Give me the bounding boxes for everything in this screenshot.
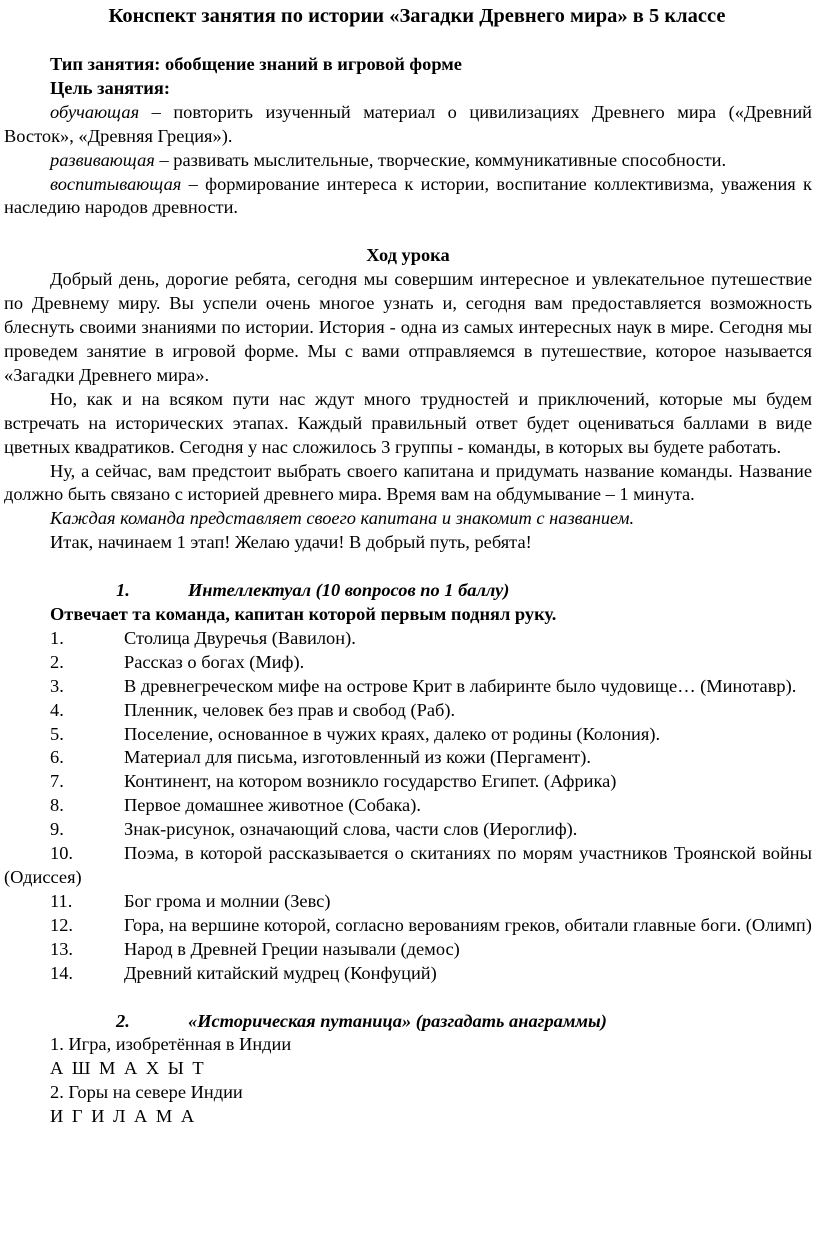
document-title: Конспект занятия по истории «Загадки Древнего мира» в 5 классе	[108, 5, 726, 27]
question-item	[4, 651, 812, 675]
question-item	[4, 627, 812, 651]
question-item	[4, 914, 812, 938]
question-number: 11.	[50, 890, 73, 911]
question-number: 2.	[50, 651, 64, 672]
anagram-letters: И Г И Л А М А	[50, 1106, 197, 1127]
question-number: 5.	[50, 723, 64, 744]
goal-text: – развивать мыслительные, творческие, коммуникативные способности.	[154, 149, 727, 170]
question-text: Первое домашнее животное (Собака).	[124, 795, 421, 816]
question-text: Бог грома и молнии (Зевс)	[124, 890, 331, 911]
question-number: 14.	[50, 962, 73, 983]
question-item	[4, 938, 812, 962]
section-title: «Историческая путаница» (разгадать анаграммы)	[188, 1010, 607, 1031]
anagram-list	[4, 1033, 812, 1129]
question-number: 13.	[50, 938, 73, 959]
question-item	[4, 962, 812, 986]
question-number: 9.	[50, 819, 64, 840]
question-item	[4, 842, 812, 890]
goal-text: – формирование интереса к истории, воспитание коллективизма, уважения к наследию народов древности.	[4, 173, 812, 218]
goal-label: воспитывающая	[50, 173, 182, 194]
question-item	[4, 794, 812, 818]
question-number: 6.	[50, 747, 64, 768]
question-number: 10.	[50, 843, 73, 864]
question-item	[4, 675, 812, 699]
goal-item	[4, 173, 812, 221]
question-item	[4, 818, 812, 842]
section-title: Интеллектуал (10 вопросов по 1 баллу)	[188, 580, 510, 601]
intro-paragraph: Но, как и на всяком пути нас ждут много трудностей и приключений, которые мы будем встречать на исторических этапах. Каждый правильный ответ будет оцениваться баллами в виде цветных квадратиков. Сегодня у нас сложилось 3 группы - команды, в которых вы будете работать.	[4, 388, 812, 457]
question-text: В древнегреческом мифе на острове Крит в лабиринте было чудовище… (Минотавр).	[124, 675, 797, 696]
question-text: Столица Двуречья (Вавилон).	[124, 627, 356, 648]
goal-item	[4, 149, 812, 173]
section-1-heading	[4, 579, 812, 603]
question-text: Пленник, человек без прав и свобод (Раб).	[124, 699, 456, 720]
intro-paragraph: Ну, а сейчас, вам предстоит выбрать своего капитана и придумать название команды. Название должно быть связано с историей древнего мира. Время вам на обдумывание – 1 минута.	[4, 460, 812, 505]
italic-note: Каждая команда представляет своего капитана и знакомит с названием.	[50, 508, 635, 529]
question-number: 7.	[50, 771, 64, 792]
anagram-letters: А Ш М А Х Ы Т	[50, 1058, 206, 1079]
question-text: Народ в Древней Греции называли (демос)	[124, 938, 460, 959]
question-item	[4, 746, 812, 770]
document-body	[4, 53, 812, 1129]
question-number: 8.	[50, 795, 64, 816]
section-number: 2.	[116, 1010, 130, 1031]
question-text: Гора, на вершине которой, согласно верованиям греков, обитали главные боги. (Олимп)	[124, 914, 812, 935]
section-1-rule: Отвечает та команда, капитан которой первым поднял руку.	[50, 604, 557, 625]
question-item	[4, 770, 812, 794]
question-number: 4.	[50, 699, 64, 720]
question-item	[4, 890, 812, 914]
intro-paragraph: Добрый день, дорогие ребята, сегодня мы совершим интересное и увлекательное путешествие по Древнему миру. Вы успели очень многое узнать и, сегодня вам предоставляется возможность блеснуть своими знаниями по истории. История - одна из самых интересных наук в мире. Сегодня мы проведем занятие в игровой форме. Мы с вами отправляемся в путешествие, которое называется «Загадки Древнего мира».	[4, 269, 812, 385]
anagram-clue: 2. Горы на севере Индии	[50, 1082, 243, 1103]
course-heading: Ход урока	[366, 245, 450, 266]
question-item	[4, 723, 812, 747]
section-number: 1.	[116, 580, 130, 601]
question-text: Древний китайский мудрец (Конфуций)	[124, 962, 437, 983]
question-text: Континент, на котором возникло государство Египет. (Африка)	[124, 771, 617, 792]
goal-text: – повторить изученный материал о цивилизациях Древнего мира («Древний Восток», «Древняя Греция»).	[4, 101, 812, 146]
question-text: Поэма, в которой рассказывается о скитаниях по морям участников Троянской войны (Одиссея)	[4, 843, 812, 887]
goal-label: обучающая	[50, 101, 140, 122]
question-item	[4, 699, 812, 723]
question-text: Рассказ о богах (Миф).	[124, 651, 305, 672]
question-list	[4, 627, 812, 986]
start-line: Итак, начинаем 1 этап! Желаю удачи! В добрый путь, ребята!	[50, 532, 532, 553]
section-2-heading	[4, 1010, 812, 1034]
goal-label: развивающая	[50, 149, 155, 170]
question-text: Поселение, основанное в чужих краях, далеко от родины (Колония).	[124, 723, 661, 744]
anagram-clue: 1. Игра, изобретённая в Индии	[50, 1034, 292, 1055]
question-number: 3.	[50, 675, 64, 696]
goal-item	[4, 101, 812, 149]
question-text: Знак-рисунок, означающий слова, части слов (Иероглиф).	[124, 819, 578, 840]
question-number: 12.	[50, 914, 73, 935]
goal-heading: Цель занятия:	[50, 77, 170, 98]
lesson-type: Тип занятия: обобщение знаний в игровой форме	[50, 54, 462, 74]
question-text: Материал для письма, изготовленный из кожи (Пергамент).	[124, 747, 591, 768]
question-number: 1.	[50, 627, 64, 648]
